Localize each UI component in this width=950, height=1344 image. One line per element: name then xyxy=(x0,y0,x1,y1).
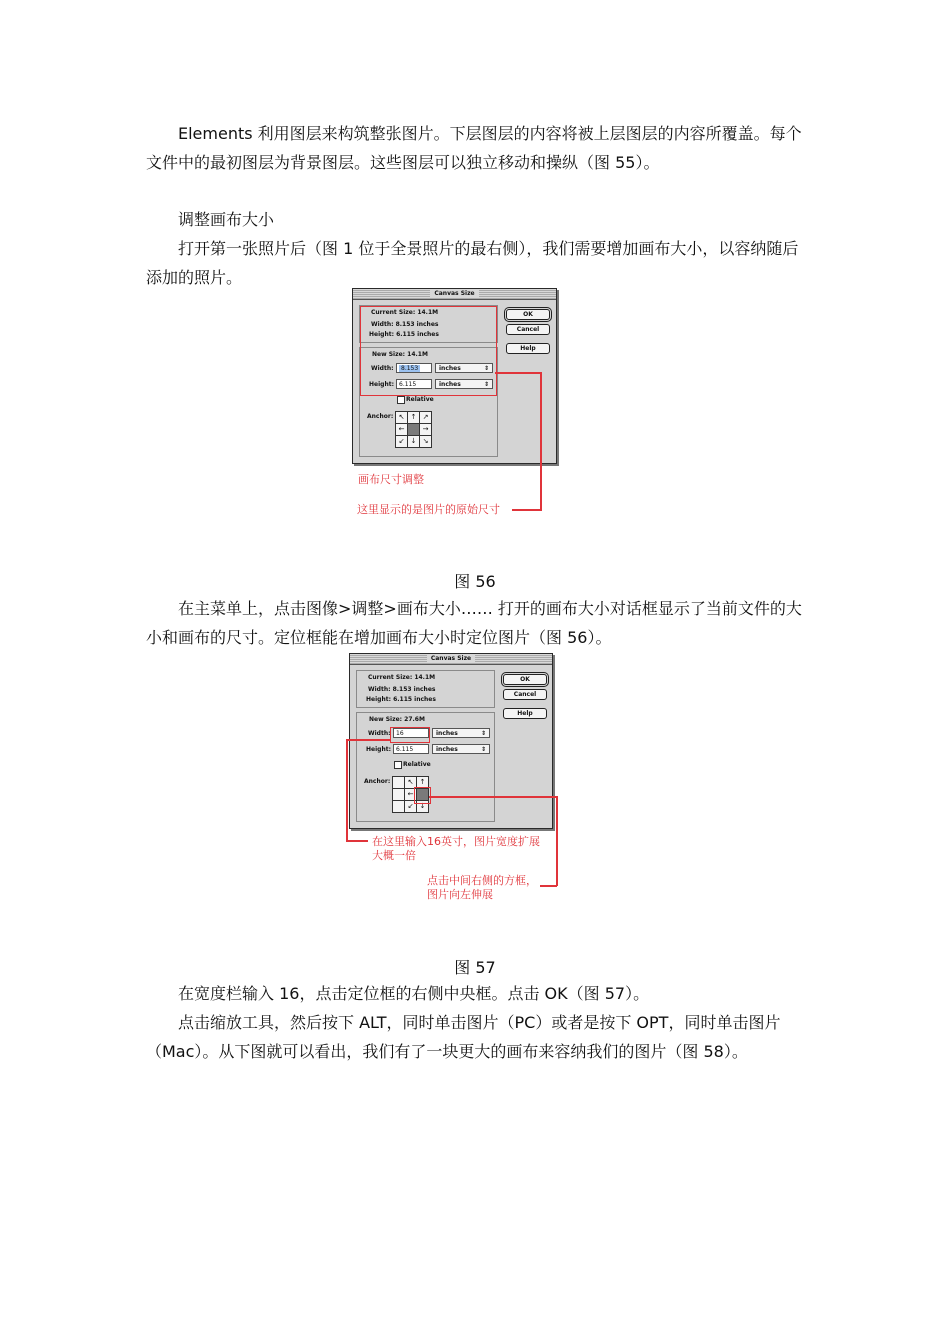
callout-line xyxy=(495,372,541,374)
relative-label: Relative xyxy=(403,761,431,768)
anchor-s-arrow-icon[interactable]: ↓ xyxy=(416,800,429,813)
width-label: Width: xyxy=(371,365,394,372)
paragraph-zoom-tool: 点击缩放工具，然后按下 ALT，同时单击图片（PC）或者是按下 OPT，同时单击图片（Mac）。从下图就可以看出，我们有了一块更大的画布来容纳我们的图片（图 58）。 xyxy=(146,1013,781,1061)
figure-56-caption: 图 56 xyxy=(454,572,496,591)
anchor-ne-arrow-icon[interactable]: ↗ xyxy=(419,411,432,424)
paragraph-canvas-size-menu: 在主菜单上，点击图像>调整>画布大小…… 打开的画布大小对话框显示了当前文件的大小和画布的尺寸。定位框能在增加画布大小时定位图片（图 56）。 xyxy=(146,599,802,647)
width-unit-value: inches xyxy=(436,730,458,737)
callout-line xyxy=(540,372,542,510)
ok-button[interactable]: OK xyxy=(506,309,550,320)
callout-line xyxy=(346,739,391,741)
anchor-nw-arrow-icon[interactable]: ↖ xyxy=(395,411,408,424)
callout-line xyxy=(429,796,557,798)
anchor-n-arrow-icon[interactable]: ↑ xyxy=(407,411,420,424)
relative-checkbox[interactable] xyxy=(394,761,402,769)
current-height-label: Height: 6.115 inches xyxy=(366,696,436,703)
section-heading: 调整画布大小 xyxy=(178,210,275,229)
height-unit-value: inches xyxy=(439,381,461,388)
anchor-n-arrow-icon[interactable]: ↑ xyxy=(416,776,429,789)
height-unit-select[interactable] xyxy=(432,744,490,754)
dialog-title: Canvas Size xyxy=(430,290,478,297)
help-button[interactable]: Help xyxy=(506,343,550,354)
anchor-se-arrow-icon[interactable]: ↘ xyxy=(419,435,432,448)
height-value: 6.115 xyxy=(396,746,414,753)
current-size-label: Current Size: 14.1M xyxy=(371,309,439,316)
height-input[interactable] xyxy=(393,744,429,754)
dialog-titlebar xyxy=(350,654,552,665)
select-arrows-icon: ⇕ xyxy=(480,730,486,737)
anchor-w-arrow-icon[interactable]: ← xyxy=(404,788,417,801)
width-value: 16 xyxy=(396,730,404,737)
select-arrows-icon: ⇕ xyxy=(480,746,486,753)
anchor-grid[interactable] xyxy=(396,412,432,448)
current-width-label: Width: 8.153 inches xyxy=(371,321,439,328)
paragraph-enter-width: 在宽度栏输入 16，点击定位框的右侧中央框。点击 OK（图 57）。 xyxy=(178,984,650,1003)
anchor-e-arrow-icon[interactable]: → xyxy=(419,423,432,436)
select-arrows-icon: ⇕ xyxy=(483,365,489,372)
highlight-box-size-fields xyxy=(360,306,497,396)
canvas-size-dialog-fig57 xyxy=(349,653,553,829)
annotation-enter-width xyxy=(372,835,540,863)
width-unit-select[interactable] xyxy=(432,728,490,738)
figure-57-caption: 图 57 xyxy=(454,958,496,977)
dialog-titlebar xyxy=(353,289,556,300)
paragraph-layers: Elements 利用图层来构筑整张图片。下层图层的内容将被上层图层的内容所覆盖。每个文件中的最初图层为背景图层。这些图层可以独立移动和操纵（图 55）。 xyxy=(146,124,802,172)
annotation-line: 点击中间右侧的方框， xyxy=(427,874,537,887)
height-value: 6.115 xyxy=(399,381,417,388)
anchor-sw-arrow-icon[interactable]: ↙ xyxy=(404,800,417,813)
anchor-label: Anchor: xyxy=(364,778,391,785)
width-unit-value: inches xyxy=(439,365,461,372)
relative-checkbox[interactable] xyxy=(397,396,405,404)
annotation-line: 图片向左伸展 xyxy=(427,888,493,901)
annotation-canvas-resize: 画布尺寸调整 xyxy=(358,473,424,486)
anchor-s-arrow-icon[interactable]: ↓ xyxy=(407,435,420,448)
annotation-line: 在这里输入16英寸，图片宽度扩展 xyxy=(372,835,540,848)
select-arrows-icon: ⇕ xyxy=(483,381,489,388)
anchor-w-arrow-icon[interactable]: ← xyxy=(395,423,408,436)
height-unit-value: inches xyxy=(436,746,458,753)
height-label: Height: xyxy=(369,381,394,388)
cancel-button[interactable]: Cancel xyxy=(503,689,547,700)
current-width-label: Width: 8.153 inches xyxy=(368,686,436,693)
callout-line xyxy=(346,840,368,842)
relative-label: Relative xyxy=(406,396,434,403)
width-label: Width: xyxy=(368,730,391,737)
anchor-sw-arrow-icon[interactable]: ↙ xyxy=(395,435,408,448)
anchor-label: Anchor: xyxy=(367,413,394,420)
anchor-nw-arrow-icon[interactable]: ↖ xyxy=(404,776,417,789)
paragraph-open-photo: 打开第一张照片后（图 1 位于全景照片的最右侧），我们需要增加画布大小，以容纳随后添加的照片。 xyxy=(146,239,799,287)
annotation-click-anchor xyxy=(427,874,537,902)
dialog-title: Canvas Size xyxy=(427,655,475,662)
help-button[interactable]: Help xyxy=(503,708,547,719)
current-height-label: Height: 6.115 inches xyxy=(369,331,439,338)
height-label: Height: xyxy=(366,746,391,753)
callout-line xyxy=(540,885,557,887)
cancel-button[interactable]: Cancel xyxy=(506,324,550,335)
ok-button[interactable]: OK xyxy=(503,674,547,685)
highlight-box-width-input xyxy=(390,727,430,743)
annotation-original-size: 这里显示的是图片的原始尺寸 xyxy=(357,503,500,516)
new-size-label: New Size: 27.6M xyxy=(369,716,425,723)
callout-line xyxy=(512,509,542,511)
current-size-label: Current Size: 14.1M xyxy=(368,674,436,681)
callout-line xyxy=(556,796,558,886)
annotation-line: 大概一倍 xyxy=(372,849,416,862)
width-value: 8.153 xyxy=(401,365,419,372)
new-size-label: New Size: 14.1M xyxy=(372,351,428,358)
callout-line xyxy=(346,739,348,841)
